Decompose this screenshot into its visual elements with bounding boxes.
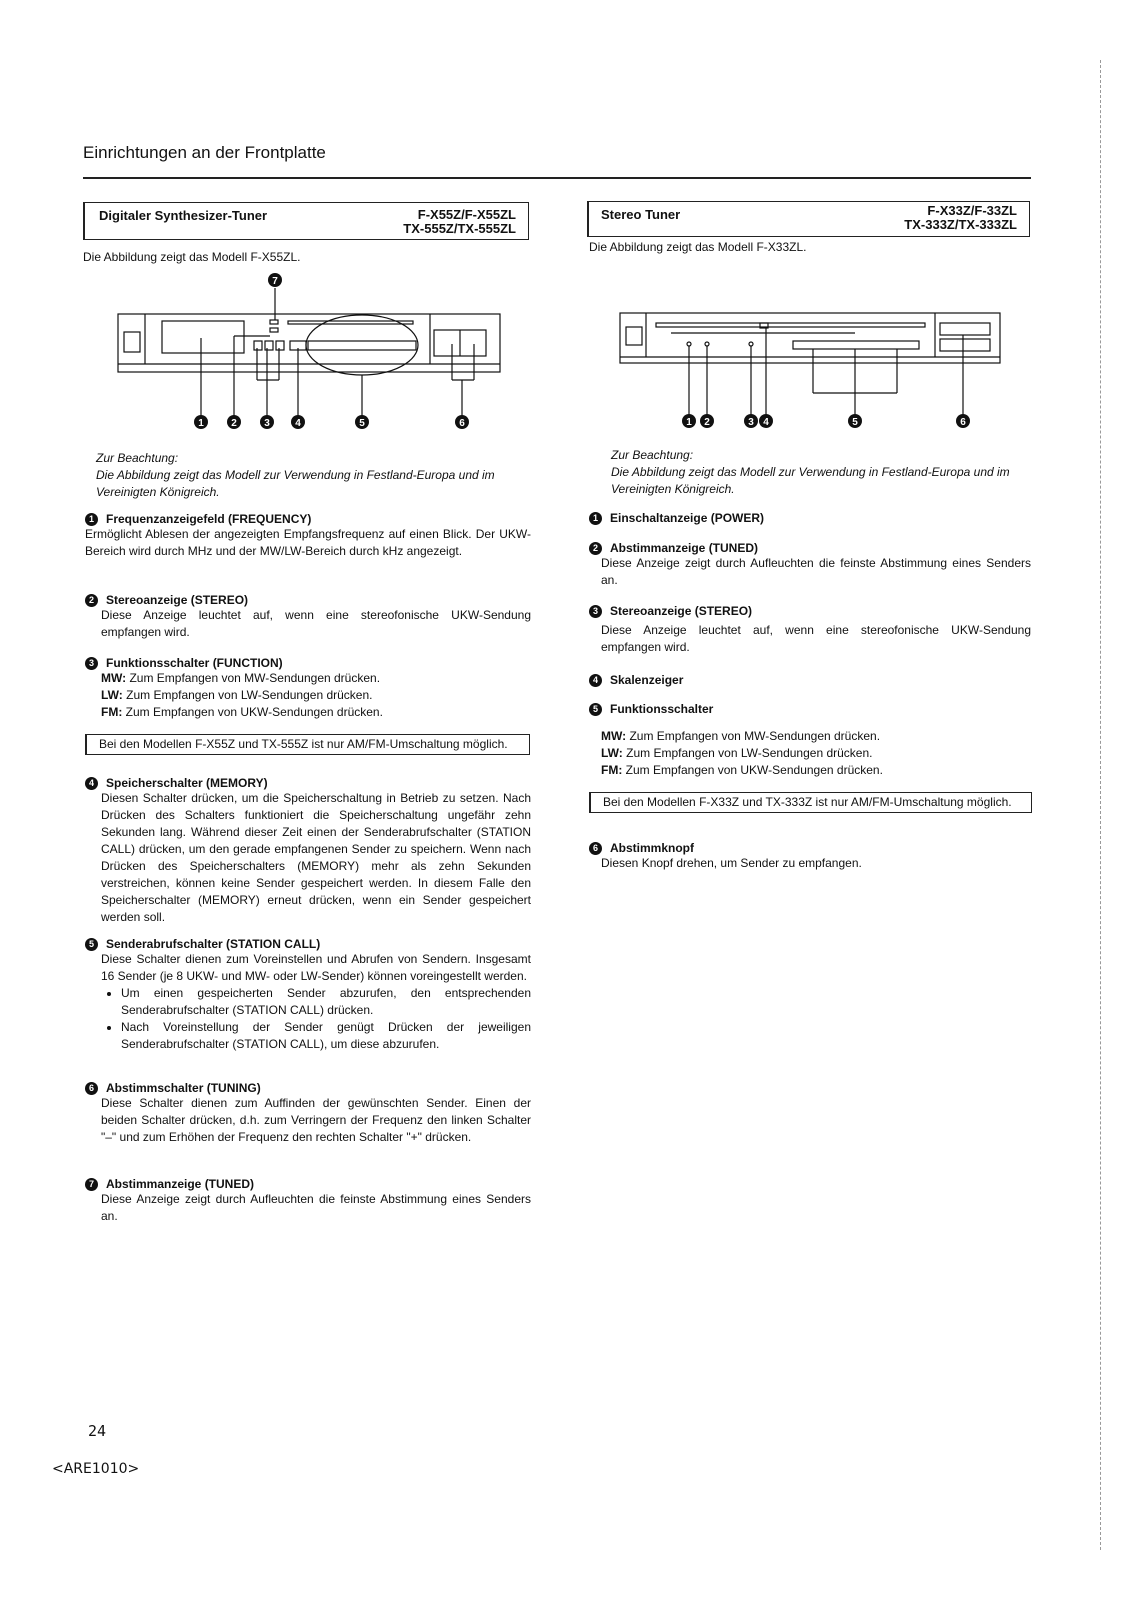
- right-item-5: [589, 702, 1031, 779]
- diagram-label-5: 5: [852, 417, 858, 428]
- diagram-label-2: 2: [231, 418, 237, 429]
- left-box-title: Digitaler Synthesizer-Tuner: [99, 208, 268, 223]
- item-title: Funktionsschalter: [610, 702, 714, 716]
- fm-text: Zum Empfangen von UKW-Sendungen drücken.: [122, 705, 383, 719]
- item-text: Diese Schalter dienen zum Voreinstellen und Abrufen von Sendern. Insgesamt 16 Sender (je 8 UKW- und MW- oder LW-Sender) können voreingestellt werden.: [101, 952, 531, 983]
- number-4-icon: 4: [589, 674, 602, 687]
- left-note-text: Die Abbildung zeigt das Modell zur Verwendung in Festland-Europa und im Vereinigten Königreich.: [96, 468, 495, 499]
- item-title: Speicherschalter (MEMORY): [106, 776, 268, 790]
- right-item-1: [589, 511, 1031, 525]
- item-text: Ermöglicht Ablesen der angezeigten Empfangsfrequenz auf einen Blick. Der UKW-Bereich wird durch MHz und der MW/LW-Bereich durch kHz angezeigt.: [85, 527, 531, 558]
- lw-key: LW:: [101, 688, 123, 702]
- number-6-icon: 6: [85, 1082, 98, 1095]
- diagram-label-4: 4: [763, 417, 769, 428]
- diagram-label-6: 6: [459, 418, 465, 429]
- diagram-label-3: 3: [748, 417, 754, 428]
- diagram-label-3: 3: [264, 418, 270, 429]
- left-item-5: [85, 937, 531, 1053]
- number-4-icon: 4: [85, 777, 98, 790]
- left-tuner-diagram: [100, 268, 520, 433]
- right-item-2: [589, 541, 1031, 589]
- diagram-label-4: 4: [295, 418, 301, 429]
- item-text: Diese Schalter dienen zum Auffinden der gewünschten Sender. Einen der beiden Schalter drücken, d.h. zum Verringern der Frequenz den linken Schalter "–" und zum Erhöhen der Frequenz den rechten Schalter "+" drücken.: [101, 1096, 531, 1144]
- item-title: Stereoanzeige (STEREO): [106, 593, 249, 607]
- mw-key: MW:: [601, 729, 627, 743]
- mw-key: MW:: [101, 671, 127, 685]
- right-note: [611, 447, 1031, 498]
- bullet-item: • Nach Voreinstellung der Sender genügt Drücken der jeweiligen Senderabrufschalter (STATION CALL), um diese abzurufen.: [121, 1019, 531, 1053]
- item-title: Abstimmschalter (TUNING): [106, 1081, 261, 1095]
- item-title: Abstimmanzeige (TUNED): [106, 1177, 255, 1191]
- item-title: Abstimmanzeige (TUNED): [610, 541, 759, 555]
- number-2-icon: 2: [589, 542, 602, 555]
- item-text: Diese Anzeige zeigt durch Aufleuchten die feinste Abstimmung eines Senders an.: [101, 1192, 531, 1223]
- mw-text: Zum Empfangen von MW-Sendungen drücken.: [626, 729, 881, 743]
- number-2-icon: 2: [85, 594, 98, 607]
- item-text: Diese Anzeige leuchtet auf, wenn eine stereofonische UKW-Sendung empfangen wird.: [101, 608, 531, 639]
- lw-key: LW:: [601, 746, 623, 760]
- number-5-icon: 5: [85, 938, 98, 951]
- left-item-6: [85, 1081, 531, 1146]
- right-box-title: Stereo Tuner: [601, 207, 681, 222]
- left-model-box: [83, 202, 529, 240]
- diagram-label-1: 1: [686, 417, 692, 428]
- right-models-line2: TX-333Z/TX-333ZL: [904, 217, 1017, 232]
- item-title: Stereoanzeige (STEREO): [610, 604, 753, 618]
- page-title: Einrichtungen an der Frontplatte: [83, 143, 326, 162]
- item-title: Einschaltanzeige (POWER): [610, 511, 765, 525]
- fm-key: FM:: [101, 705, 123, 719]
- left-note: [96, 450, 530, 501]
- item-title: Funktionsschalter (FUNCTION): [106, 656, 283, 670]
- right-model-box: [587, 201, 1030, 237]
- lw-text: Zum Empfangen von LW-Sendungen drücken.: [122, 688, 373, 702]
- lw-text: Zum Empfangen von LW-Sendungen drücken.: [622, 746, 873, 760]
- number-5-icon: 5: [589, 703, 602, 716]
- right-item-4: [589, 673, 1031, 687]
- diagram-label-7: 7: [272, 276, 278, 287]
- left-models: [403, 208, 516, 236]
- number-3-icon: 3: [85, 657, 98, 670]
- diagram-label-2: 2: [704, 417, 710, 428]
- item-title: Abstimmknopf: [610, 841, 694, 855]
- document-code: <ARE1010>: [52, 1461, 140, 1477]
- diagram-label-6: 6: [960, 417, 966, 428]
- diagram-label-5: 5: [359, 418, 365, 429]
- item-text: Diese Anzeige zeigt durch Aufleuchten die feinste Abstimmung eines Senders an.: [601, 556, 1031, 587]
- number-3-icon: 3: [589, 605, 602, 618]
- item-title: Frequenzanzeigefeld (FREQUENCY): [106, 512, 312, 526]
- title-rule: [83, 177, 1031, 179]
- fm-key: FM:: [601, 763, 623, 777]
- item-text: Diesen Schalter drücken, um die Speicherschaltung in Betrieb zu setzen. Nach Drücken des Schalters funktioniert die Speicherschaltung ungefähr zehn Sekunden lang. Während dieser Zeit einen der Senderabrufschalter (STATION CALL) drücken, um den gerade empfangenen Sender zu speichern. Wenn nach Drücken des Speicherschalters (MEMORY) mehr als zehn Sekunden verstreichen, können keine Sender gespeichert werden. In diesem Falle den Speicherschalter (MEMORY) erneut drücken, wenn ein Sender gespeichert werden soll.: [101, 791, 531, 924]
- left-item-2: [85, 593, 531, 641]
- diagram-label-1: 1: [198, 418, 204, 429]
- left-item-4: [85, 776, 531, 926]
- number-7-icon: 7: [85, 1178, 98, 1191]
- right-note-text: Die Abbildung zeigt das Modell zur Verwendung in Festland-Europa und im Vereinigten Königreich.: [611, 465, 1010, 496]
- right-models: [904, 204, 1017, 232]
- mw-text: Zum Empfangen von MW-Sendungen drücken.: [126, 671, 381, 685]
- number-1-icon: 1: [589, 512, 602, 525]
- right-item-6: [589, 841, 1031, 872]
- right-tuner-diagram: [615, 305, 1005, 430]
- left-models-line2: TX-555Z/TX-555ZL: [403, 221, 516, 236]
- item-title: Skalenzeiger: [610, 673, 684, 687]
- left-note-title: Zur Beachtung:: [96, 451, 179, 465]
- number-6-icon: 6: [589, 842, 602, 855]
- page-number: 24: [88, 1422, 107, 1440]
- right-caption: Die Abbildung zeigt das Modell F-X33ZL.: [589, 240, 807, 254]
- right-models-line1: F-X33Z/F-33ZL: [927, 203, 1017, 218]
- item-text: Diesen Knopf drehen, um Sender zu empfangen.: [601, 856, 862, 870]
- left-item-7: [85, 1177, 531, 1225]
- item-text: Diese Anzeige leuchtet auf, wenn eine stereofonische UKW-Sendung empfangen wird.: [601, 623, 1031, 654]
- bullet-item: • Um einen gespeicherten Sender abzurufen, den entsprechenden Senderabrufschalter (STATION CALL) drücken.: [121, 985, 531, 1019]
- left-models-line1: F-X55Z/F-X55ZL: [417, 207, 516, 222]
- left-boxed-note: Bei den Modellen F-X55Z und TX-555Z ist nur AM/FM-Umschaltung möglich.: [85, 734, 530, 755]
- item-title: Senderabrufschalter (STATION CALL): [106, 937, 321, 951]
- number-1-icon: 1: [85, 513, 98, 526]
- right-item-3: [589, 604, 1031, 656]
- page-edge-line: [1100, 60, 1102, 1550]
- left-item-1: [85, 512, 531, 560]
- fm-text: Zum Empfangen von UKW-Sendungen drücken.: [622, 763, 883, 777]
- left-caption: Die Abbildung zeigt das Modell F-X55ZL.: [83, 250, 301, 264]
- right-note-title: Zur Beachtung:: [611, 448, 694, 462]
- left-item-3: [85, 656, 531, 721]
- right-boxed-note: Bei den Modellen F-X33Z und TX-333Z ist nur AM/FM-Umschaltung möglich.: [589, 792, 1032, 813]
